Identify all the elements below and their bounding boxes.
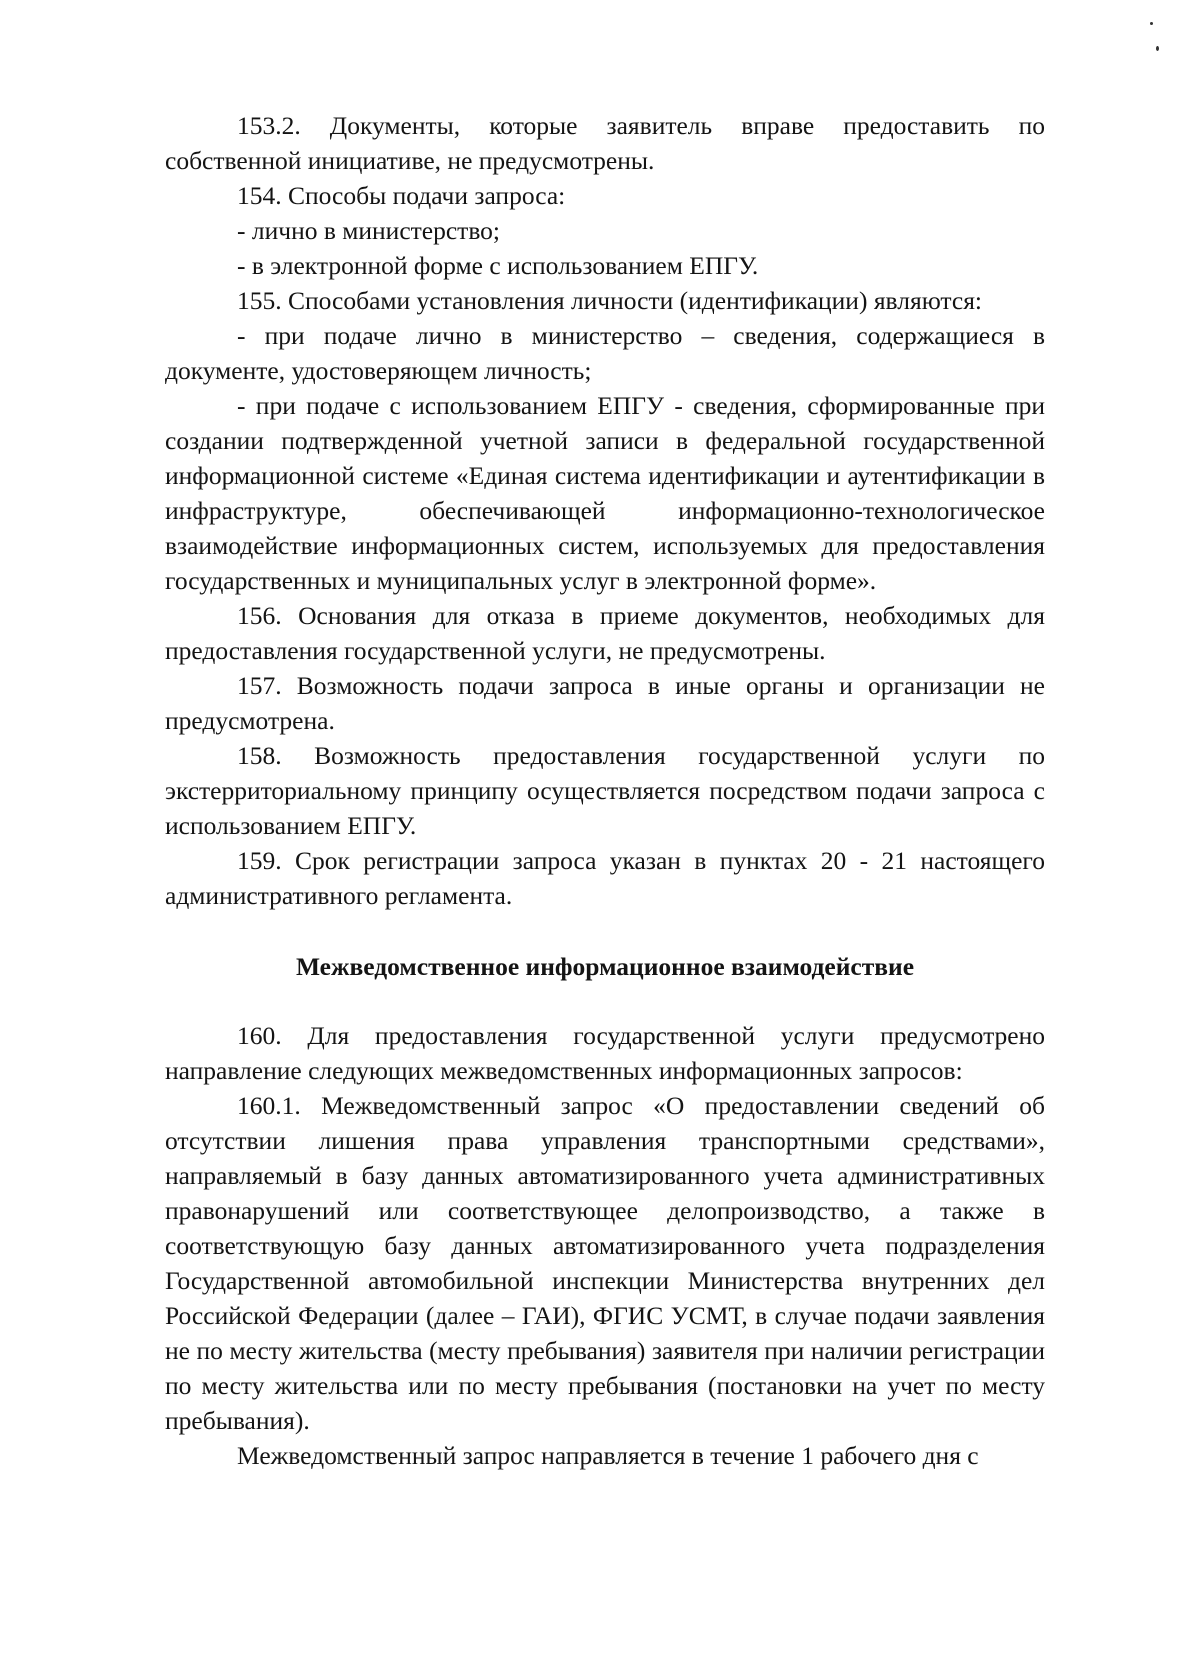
list-item-in-person: - лично в министерство; bbox=[237, 216, 501, 245]
list-item-identity-epgu: - при подаче с использованием ЕПГУ - сведения, сформированные при создании подтвержденной учетной записи в федеральной государственной информационной системе «Единая система идентификации и аутентификации в инфраструктуре, обеспечивающей информационно-технологическое взаимодействие информационных систем, используемых для предоставления государственных и муниципальных услуг в электронной форме». bbox=[165, 391, 1045, 595]
paragraph-154: 154. Способы подачи запроса: bbox=[237, 181, 566, 210]
paragraph-160: 160. Для предоставления государственной услуги предусмотрено направление следующих межведомственных информационных запросов: bbox=[165, 1021, 1045, 1085]
list-item-identity-document: - при подаче лично в министерство – сведения, содержащиеся в документе, удостоверяющем личность; bbox=[165, 321, 1045, 385]
paragraph-155: 155. Способами установления личности (идентификации) являются: bbox=[237, 286, 983, 315]
section-heading: Межведомственное информационное взаимодействие bbox=[295, 952, 915, 981]
paragraph-160-1: 160.1. Межведомственный запрос «О предоставлении сведений об отсутствии лишения права управления транспортными средствами», направляемый в базу данных автоматизированного учета административных правонарушений или соответствующее делопроизводство, а также в соответствующую базу данных автоматизированного учета подразделения Государственной автомобильной инспекции Министерства внутренних дел Российской Федерации (далее – ГАИ), ФГИС УСМТ, в случае подачи заявления не по месту жительства (месту пребывания) заявителя при наличии регистрации по месту жительства или по месту пребывания (постановки на учет по месту пребывания). bbox=[165, 1091, 1045, 1435]
paragraph-159: 159. Срок регистрации запроса указан в пунктах 20 - 21 настоящего административного регламента. bbox=[165, 846, 1045, 910]
paragraph-request-timing: Межведомственный запрос направляется в течение 1 рабочего дня с bbox=[237, 1441, 979, 1470]
paragraph-156: 156. Основания для отказа в приеме документов, необходимых для предоставления государственной услуги, не предусмотрены. bbox=[165, 601, 1045, 665]
scan-speck bbox=[1150, 22, 1153, 25]
list-item-electronic: - в электронной форме с использованием ЕПГУ. bbox=[237, 251, 759, 280]
paragraph-157: 157. Возможность подачи запроса в иные органы и организации не предусмотрена. bbox=[165, 671, 1045, 735]
paragraph-158: 158. Возможность предоставления государственной услуги по экстерриториальному принципу осуществляется посредством подачи запроса с использованием ЕПГУ. bbox=[165, 741, 1045, 840]
document-body bbox=[165, 108, 1045, 1473]
paragraph-153-2: 153.2. Документы, которые заявитель вправе предоставить по собственной инициативе, не предусмотрены. bbox=[165, 111, 1045, 175]
scan-speck bbox=[1156, 46, 1159, 51]
